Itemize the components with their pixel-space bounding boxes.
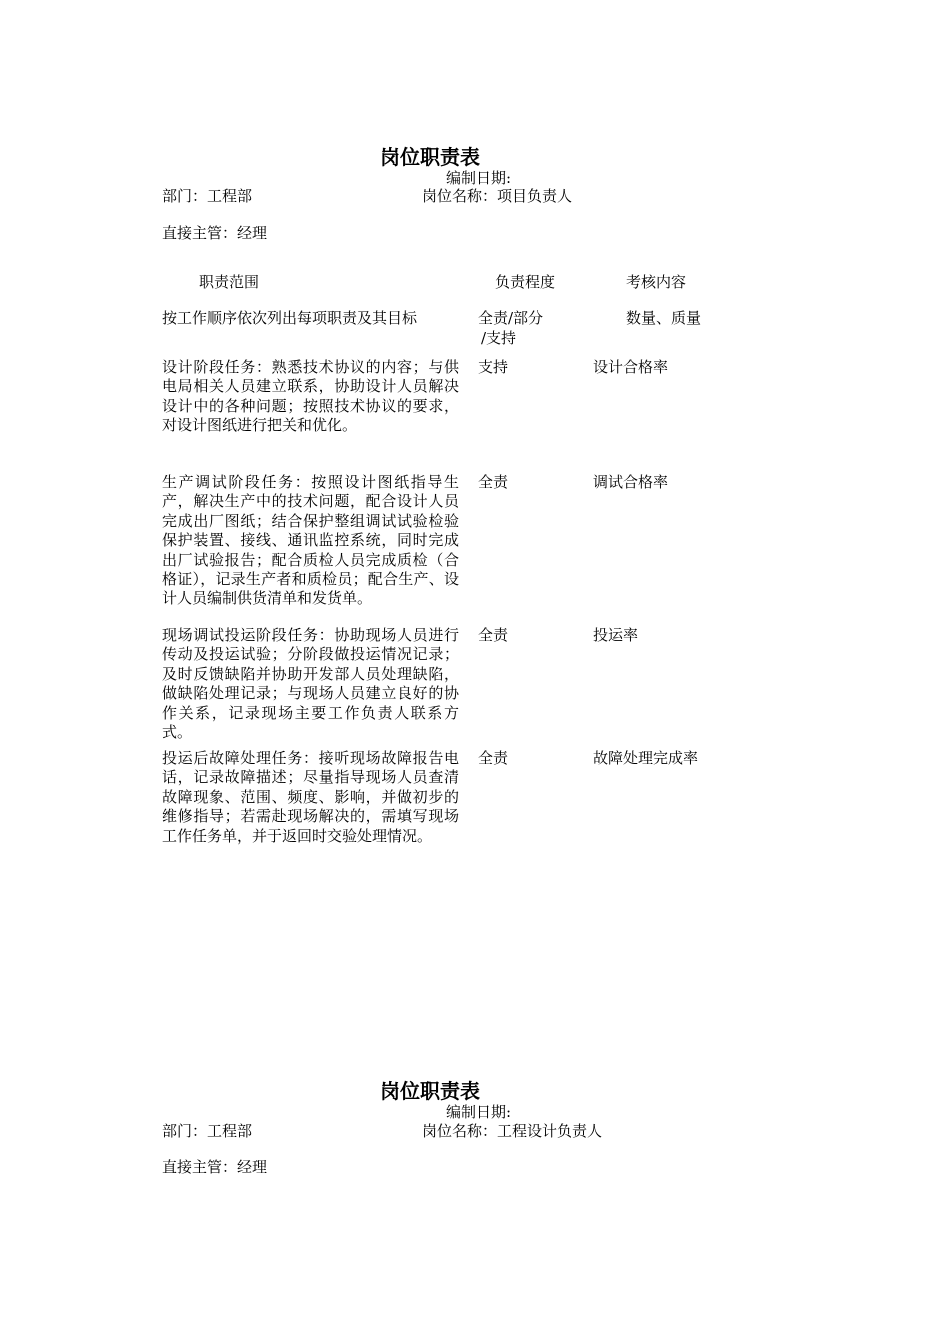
subheader-kpi: 数量、质量 (626, 309, 702, 327)
table-row-4-level: 全责 (478, 749, 509, 767)
table-row-3-duty: 现场调试投运阶段任务：协助现场人员进行传动及投运试验；分阶段做投运情况记录；及时反馈缺陷并协助开发部人员处理缺陷，做缺陷处理记录；与现场人员建立良好的协作关系，记录现场主要工作负责人联系方式。 (162, 626, 459, 742)
supervisor-field-2: 直接主管：经理 (162, 1158, 268, 1176)
table-row-1-duty: 设计阶段任务：熟悉技术协议的内容；与供电局相关人员建立联系，协助设计人员解决设计中的各种问题；按照技术协议的要求，对设计图纸进行把关和优化。 (162, 358, 459, 435)
header-scope: 职责范围 (199, 273, 260, 291)
supervisor-field: 直接主管：经理 (162, 224, 268, 242)
table-row-4-kpi: 故障处理完成率 (593, 749, 699, 767)
header-level: 负责程度 (495, 273, 556, 291)
subheader-level-line2: /支持 (481, 329, 517, 347)
department-field: 部门：工程部 (162, 187, 253, 205)
date-label-2: 编制日期: (446, 1103, 512, 1121)
subheader-scope: 按工作顺序依次列出每项职责及其目标 (162, 309, 418, 327)
page-title: 岗位职责表 (380, 145, 480, 169)
department-field-2: 部门：工程部 (162, 1122, 253, 1140)
table-row-1-kpi: 设计合格率 (593, 358, 669, 376)
subheader-level-line1: 全责/部分 (478, 309, 544, 327)
table-row-2-duty: 生产调试阶段任务：按照设计图纸指导生产，解决生产中的技术问题，配合设计人员完成出厂图纸；结合保护整组调试试验检验保护装置、接线、通讯监控系统，同时完成出厂试验报告；配合质检人员完成质检（合格证），记录生产者和质检员；配合生产、设计人员编制供货清单和发货单。 (162, 473, 459, 608)
position-field: 岗位名称：项目负责人 (422, 187, 573, 205)
table-row-3-level: 全责 (478, 626, 509, 644)
table-row-3-kpi: 投运率 (593, 626, 639, 644)
page-title-2: 岗位职责表 (380, 1079, 480, 1103)
table-row-2-level: 全责 (478, 473, 509, 491)
date-label: 编制日期: (446, 169, 512, 187)
table-row-4-duty: 投运后故障处理任务：接听现场故障报告电话，记录故障描述；尽量指导现场人员查清故障现象、范围、频度、影响，并做初步的维修指导；若需赴现场解决的，需填写现场工作任务单，并于返回时交验处理情况。 (162, 749, 459, 845)
table-row-2-kpi: 调试合格率 (593, 473, 669, 491)
header-kpi: 考核内容 (626, 273, 687, 291)
table-row-1-level: 支持 (478, 358, 509, 376)
position-field-2: 岗位名称：工程设计负责人 (422, 1122, 603, 1140)
